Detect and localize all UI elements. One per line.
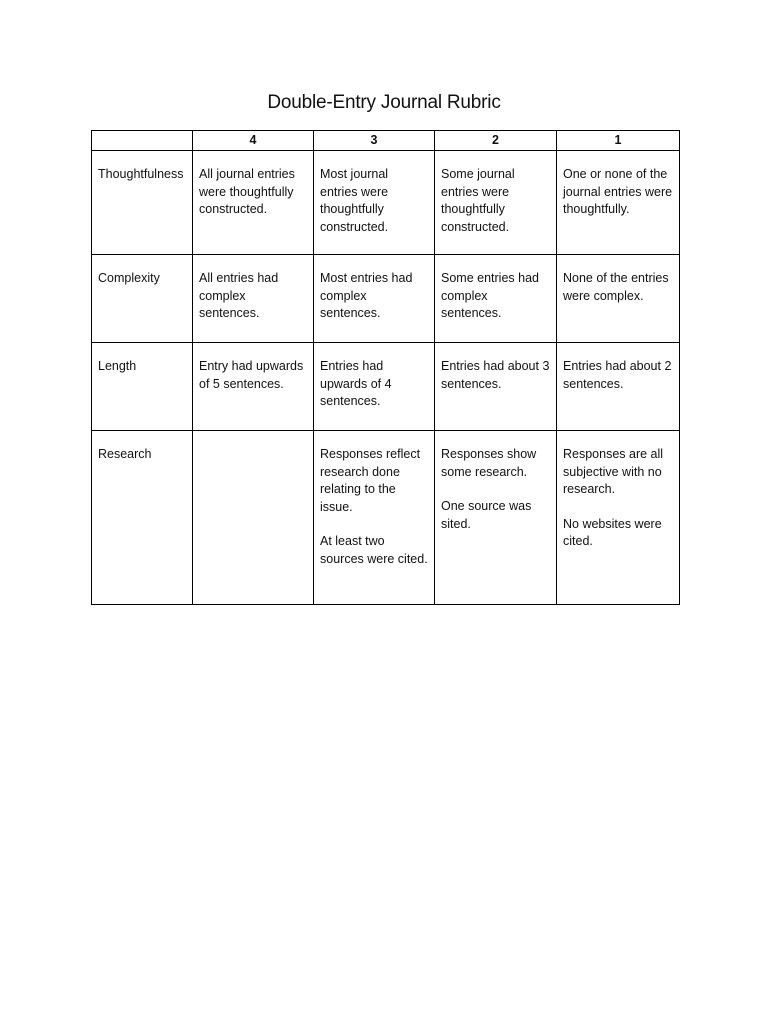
header-score-2: 2: [435, 131, 557, 151]
cell-text: Responses reflect research done relating to the issue.: [320, 447, 421, 514]
rubric-cell: [557, 431, 680, 605]
header-score-1: 1: [557, 131, 680, 151]
cell-text: Most entries had complex sentences.: [320, 271, 413, 320]
cell-text: No websites were cited.: [563, 516, 662, 548]
rubric-cell: [435, 151, 557, 255]
header-corner-cell: [92, 131, 193, 151]
rubric-cell: [314, 151, 435, 255]
rubric-cell: [314, 255, 435, 343]
cell-text: Responses are all subjective with no research.: [563, 447, 664, 496]
cell-text: Entries had about 3 sentences.: [441, 359, 550, 391]
rubric-cell: [435, 255, 557, 343]
cell-text: All entries had complex sentences.: [199, 271, 279, 320]
table-row: [92, 431, 680, 605]
page-title: Double-Entry Journal Rubric: [267, 92, 501, 113]
table-row: [92, 151, 680, 255]
header-score-4: 4: [193, 131, 314, 151]
cell-text: Some journal entries were thoughtfully constructed.: [441, 167, 515, 234]
rubric-cell: [193, 343, 314, 431]
cell-text: Responses show some research.: [441, 447, 537, 479]
criterion-label: Thoughtfulness: [92, 151, 193, 255]
rubric-cell: [557, 151, 680, 255]
cell-text: Entries had about 2 sentences.: [563, 359, 672, 391]
cell-text: Most journal entries were thoughtfully constructed.: [320, 167, 389, 234]
rubric-cell: [193, 151, 314, 255]
cell-text: One or none of the journal entries were thoughtfully.: [563, 167, 673, 216]
header-row: [92, 131, 680, 151]
rubric-cell: [314, 431, 435, 605]
cell-text: None of the entries were complex.: [563, 271, 669, 303]
rubric-cell: [557, 255, 680, 343]
cell-text: At least two sources were cited.: [320, 534, 428, 566]
table-row: [92, 255, 680, 343]
cell-text: Some entries had complex sentences.: [441, 271, 539, 320]
rubric-cell: [435, 343, 557, 431]
criterion-label: Length: [92, 343, 193, 431]
cell-text: Entries had upwards of 4 sentences.: [320, 359, 392, 408]
criterion-label: Complexity: [92, 255, 193, 343]
cell-text: All journal entries were thoughtfully constructed.: [199, 167, 295, 216]
table-row: [92, 343, 680, 431]
rubric-cell: [557, 343, 680, 431]
criterion-label: Research: [92, 431, 193, 605]
cell-text: Entry had upwards of 5 sentences.: [199, 359, 304, 391]
rubric-cell: [193, 431, 314, 605]
cell-text: One source was sited.: [441, 499, 532, 531]
rubric-cell: [314, 343, 435, 431]
header-score-3: 3: [314, 131, 435, 151]
rubric-table: [91, 130, 680, 605]
rubric-cell: [193, 255, 314, 343]
rubric-cell: [435, 431, 557, 605]
